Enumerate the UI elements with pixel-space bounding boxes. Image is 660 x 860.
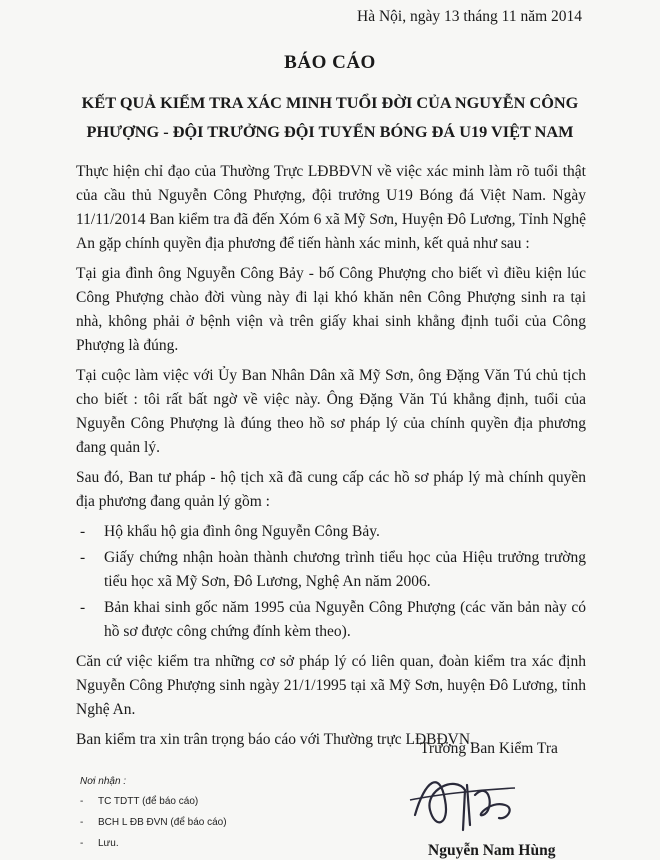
subtitle-line-1: KẾT QUẢ KIỂM TRA XÁC MINH TUỔI ĐỜI CỦA NGUYỄN CÔNG	[81, 93, 579, 112]
documents-list-item: - Giấy chứng nhận hoàn thành chương trình tiểu học của Hiệu trưởng trường tiểu học xã Mỹ Sơn, Đô Lương, Nghệ An năm 2006.	[76, 546, 586, 594]
handwritten-signature	[395, 760, 545, 840]
documents-list	[76, 520, 586, 644]
document-date: Hà Nội, ngày 13 tháng 11 năm 2014	[357, 8, 582, 25]
subtitle-line-2: PHƯỢNG - ĐỘI TRƯỞNG ĐỘI TUYỂN BÓNG ĐÁ U19 VIỆT NAM	[86, 122, 574, 141]
paragraph-4: Sau đó, Ban tư pháp - hộ tịch xã đã cung cấp các hồ sơ pháp lý mà chính quyền địa phương đang quản lý gồm :	[76, 469, 586, 510]
documents-list-item: - Bản khai sinh gốc năm 1995 của Nguyễn Công Phượng (các văn bản này có hồ sơ được công chứng đính kèm theo).	[76, 596, 586, 644]
documents-list-item: - Hộ khẩu hộ gia đình ông Nguyễn Công Bảy.	[76, 520, 586, 544]
recipient-item: - Lưu.	[80, 837, 227, 858]
signer-name: Nguyễn Nam Hùng	[428, 842, 556, 859]
recipients-heading: Nơi nhận :	[80, 776, 127, 787]
paragraph-5: Căn cứ việc kiểm tra những cơ sở pháp lý có liên quan, đoàn kiểm tra xác định Nguyễn Công Phượng sinh ngày 21/1/1995 tại xã Mỹ Sơn, huyện Đô Lương, tỉnh Nghệ An.	[76, 653, 586, 718]
signer-title: Trưởng Ban Kiểm Tra	[420, 740, 558, 757]
recipients-block	[80, 776, 227, 858]
document-subtitle	[70, 88, 590, 146]
paragraph-2: Tại gia đình ông Nguyễn Công Bảy - bố Công Phượng cho biết vì điều kiện lúc Công Phượng chào đời vùng này đi lại khó khăn nên Công Phượng sinh ra tại nhà, không phải ở bệnh viện và trên giấy khai sinh khẳng định tuổi của Công Phượng là đúng.	[76, 265, 586, 354]
paragraph-3: Tại cuộc làm việc với Ủy Ban Nhân Dân xã Mỹ Sơn, ông Đặng Văn Tú chủ tịch cho biết : tôi rất bất ngờ về việc này. Ông Đặng Văn Tú khẳng định, tuổi của Nguyễn Công Phượng là đúng theo hồ sơ pháp lý của chính quyền địa phương đang quản lý.	[76, 367, 586, 456]
recipient-item: - BCH L ĐB ĐVN (để báo cáo)	[80, 816, 227, 837]
document-title: BÁO CÁO	[284, 52, 376, 73]
paragraph-1: Thực hiện chỉ đạo của Thường Trực LĐBĐVN về việc xác minh làm rõ tuổi thật của cầu thủ Nguyễn Công Phượng, đội trưởng U19 Bóng đá Việt Nam. Ngày 11/11/2014 Ban kiểm tra đã đến Xóm 6 xã Mỹ Sơn, Huyện Đô Lương, Tỉnh Nghệ An gặp chính quyền địa phương để tiến hành xác minh, kết quả như sau :	[76, 163, 586, 252]
paragraph-6: Ban kiểm tra xin trân trọng báo cáo với Thường trực LĐBĐVN.	[76, 731, 474, 748]
document-body	[76, 160, 586, 758]
recipient-item: - TC TDTT (để báo cáo)	[80, 795, 227, 816]
